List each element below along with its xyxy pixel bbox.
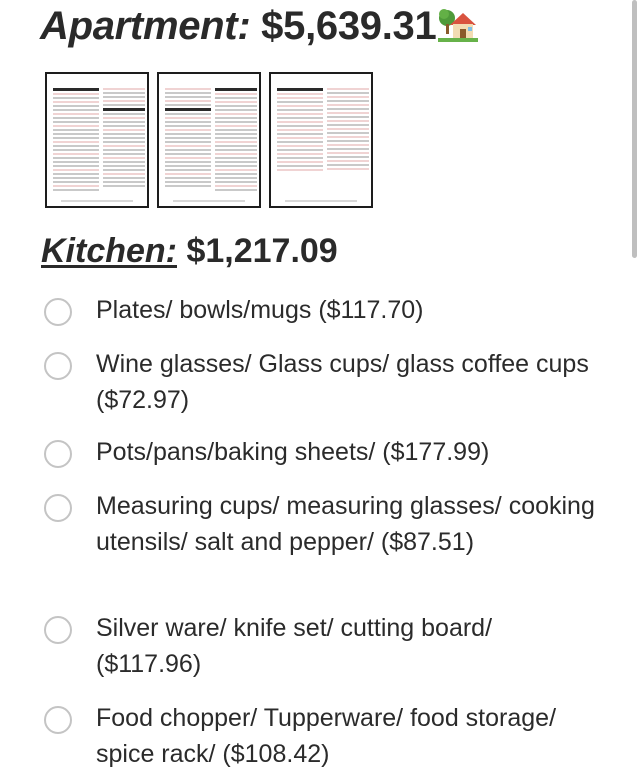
section-label: Kitchen: (41, 232, 177, 270)
checklist-item (44, 610, 604, 682)
checklist-thumbnail[interactable] (157, 72, 261, 208)
checklist-item (44, 346, 604, 418)
checklist-item (44, 700, 604, 772)
item-text: Silver ware/ knife set/ cutting board/ ($117.96) (96, 614, 493, 678)
checklist-thumbnail[interactable] (269, 72, 373, 208)
checklist-item (44, 488, 604, 560)
item-text: Wine glasses/ Glass cups/ glass coffee cups ($72.97) (96, 350, 589, 414)
checklist-item (44, 292, 604, 328)
checkbox[interactable] (44, 440, 72, 468)
title-label: Apartment: (40, 3, 251, 48)
checklist-item (44, 434, 604, 470)
checklist-thumbnail[interactable] (45, 72, 149, 208)
scrollbar[interactable] (632, 0, 637, 258)
item-text: Measuring cups/ measuring glasses/ cooking utensils/ salt and pepper/ ($87.51) (96, 492, 595, 556)
checkbox[interactable] (44, 706, 72, 734)
section-amount: $1,217.09 (186, 232, 338, 270)
checkbox[interactable] (44, 616, 72, 644)
item-text: Pots/pans/baking sheets/ ($177.99) (96, 438, 490, 466)
title-amount: $5,639.31 (261, 3, 437, 48)
checkbox[interactable] (44, 494, 72, 522)
checkbox[interactable] (44, 352, 72, 380)
title-text (40, 4, 436, 49)
checkbox[interactable] (44, 298, 72, 326)
page-title (40, 0, 478, 52)
item-text: Plates/ bowls/mugs ($117.70) (96, 296, 424, 324)
checklist-thumbnails (45, 72, 373, 208)
section-heading (41, 232, 338, 271)
house-with-garden-icon (438, 4, 478, 44)
item-text: Food chopper/ Tupperware/ food storage/ spice rack/ ($108.42) (96, 704, 557, 768)
